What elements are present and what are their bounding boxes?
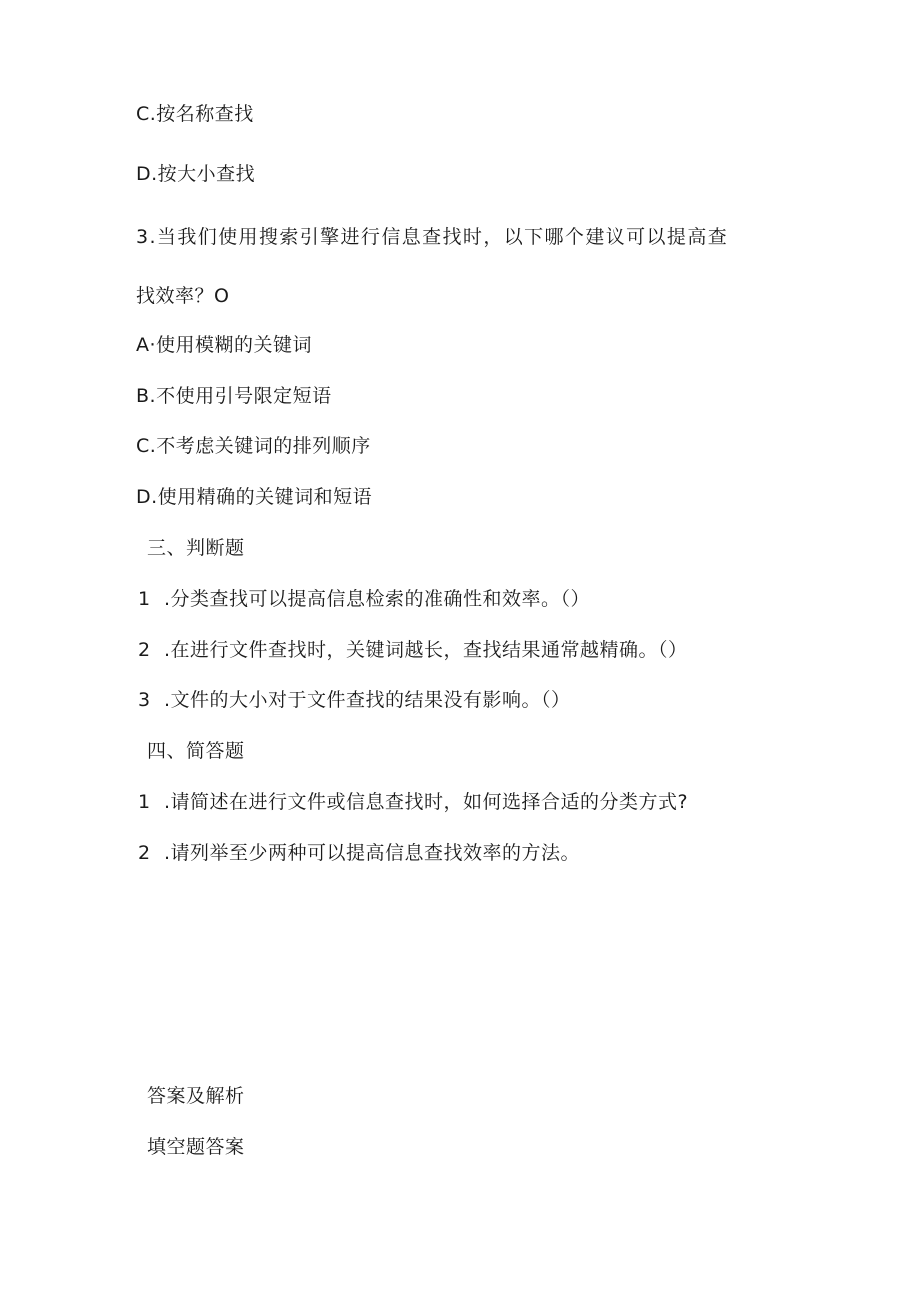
item-text: .请简述在进行文件或信息查找时，如何选择合适的分类方式?: [164, 791, 689, 813]
item-number: 2: [138, 842, 151, 864]
question-3-option-c: C.不考虑关键词的排列顺序: [136, 435, 371, 457]
short-answer-item-1: [138, 790, 688, 814]
answers-heading: 答案及解析: [147, 1085, 245, 1107]
item-number: 3: [138, 689, 151, 711]
judge-item-2: [138, 638, 688, 662]
question-3-text-cont: 找效率？O: [136, 285, 230, 307]
short-answer-item-2: [138, 841, 580, 865]
item-number: 1: [138, 588, 151, 610]
option-c-text: C.按名称查找: [136, 103, 254, 125]
item-text: .请列举至少两种可以提高信息查找效率的方法。: [164, 842, 581, 864]
question-3-option-d: D.使用精确的关键词和短语: [136, 486, 373, 508]
item-text: .文件的大小对于文件查找的结果没有影响。（）: [164, 689, 571, 711]
option-d-text: D.按大小查找: [136, 163, 256, 185]
section-4-heading: 四、简答题: [147, 740, 245, 762]
question-3-text: 3.当我们使用搜索引擎进行信息查找时，以下哪个建议可以提高查: [136, 226, 729, 248]
item-text: .在进行文件查找时，关键词越长，查找结果通常越精确。（）: [164, 639, 688, 661]
item-text: .分类查找可以提高信息检索的准确性和效率。（）: [164, 588, 591, 610]
section-3-heading: 三、判断题: [147, 537, 245, 559]
item-number: 2: [138, 639, 151, 661]
question-3-option-b: B.不使用引号限定短语: [136, 385, 332, 407]
item-number: 1: [138, 791, 151, 813]
answers-subheading: 填空题答案: [147, 1136, 245, 1158]
question-3-option-a: A·使用模糊的关键词: [136, 334, 313, 356]
judge-item-1: [138, 587, 590, 611]
judge-item-3: [138, 688, 571, 712]
